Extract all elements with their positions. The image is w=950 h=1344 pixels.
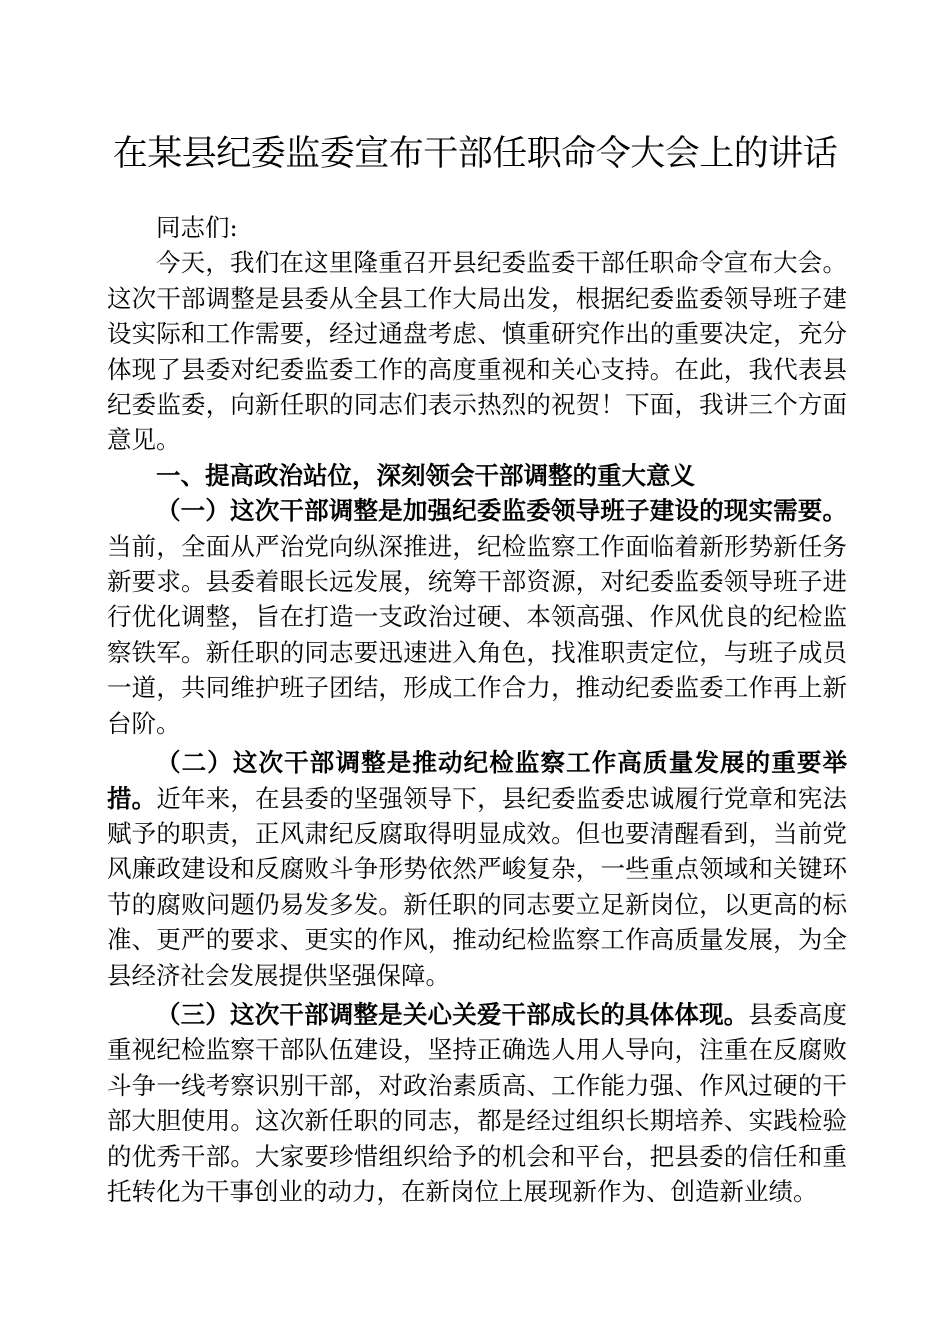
point-lead-1: （一）这次干部调整是加强纪委监委领导班子建设的现实需要。 xyxy=(156,496,847,526)
document-title: 在某县纪委监委宣布干部任职命令大会上的讲话 xyxy=(112,134,838,174)
point-paragraph-2 xyxy=(107,745,847,993)
point-text-3: 县委高度重视纪检监察干部队伍建设，坚持正确选人用人导向，注重在反腐败斗争一线考察识别干部，对政治素质高、工作能力强、作风过硬的干部大胆使用。这次新任职的同志，都是经过组织长期培养、实践检验的优秀干部。大家要珍惜组织给予的机会和平台，把县委的信任和重托转化为干事创业的动力，在新岗位上展现新作为、创造新业绩。 xyxy=(107,999,848,1206)
point-paragraph-3 xyxy=(107,997,847,1209)
intro-paragraph: 今天，我们在这里隆重召开县纪委监委干部任职命令宣布大会。这次干部调整是县委从全县工作大局出发，根据纪委监委领导班子建设实际和工作需要，经过通盘考虑、慎重研究作出的重要决定，充分体现了县委对纪委监委工作的高度重视和关心支持。在此，我代表县纪委监委，向新任职的同志们表示热烈的祝贺！下面，我讲三个方面意见。 xyxy=(107,248,847,455)
point-paragraph-1 xyxy=(107,493,847,741)
point-text-2: 近年来，在县委的坚强领导下，县纪委监委忠诚履行党章和宪法赋予的职责，正风肃纪反腐取得明显成效。但也要清醒看到，当前党风廉政建设和反腐败斗争形势依然严峻复杂，一些重点领域和关键环节的腐败问题仍易发多发。新任职的同志要立足新岗位，以更高的标准、更严的要求、更实的作风，推动纪检监察工作高质量发展，为全县经济社会发展提供坚强保障。 xyxy=(107,783,848,990)
point-text-1: 当前，全面从严治党向纵深推进，纪检监察工作面临着新形势新任务新要求。县委着眼长远发展，统筹干部资源，对纪委监委领导班子进行优化调整，旨在打造一支政治过硬、本领高强、作风优良的纪检监察铁军。新任职的同志要迅速进入角色，找准职责定位，与班子成员一道，共同维护班子团结，形成工作合力，推动纪委监委工作再上新台阶。 xyxy=(107,531,847,738)
salutation: 同志们: xyxy=(156,213,238,242)
document-body xyxy=(107,210,847,1209)
section-heading: 一、提高政治站位，深刻领会干部调整的重大意义 xyxy=(156,460,695,490)
point-lead-3: （三）这次干部调整是关心关爱干部成长的具体体现。 xyxy=(156,999,749,1029)
point-lead-2: （二）这次干部调整是推动纪检监察工作高质量发展的重要举措。 xyxy=(107,748,847,813)
